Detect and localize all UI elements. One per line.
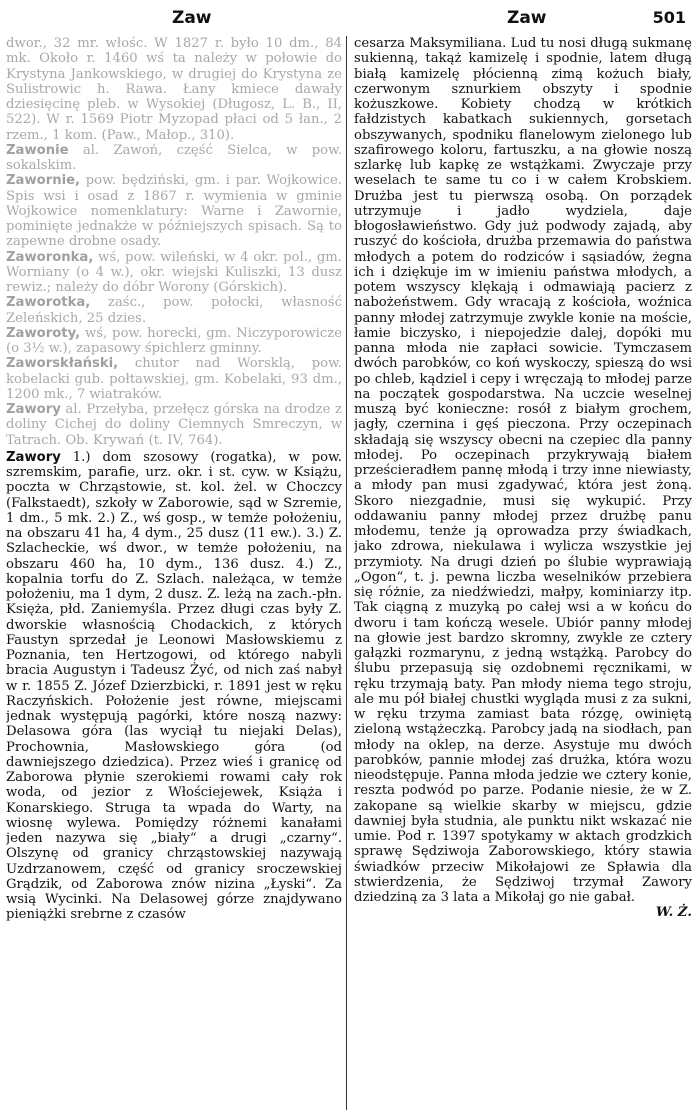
entry-body: 1.) dom szosowy (rogatka), w pow. szremskim, parafie, urz. okr. i st. cyw. w Książu, poczta w Chrząstowie, st. kol. żel. w Choczcy (Falkstaedt), szkoły w Zaborowie, sąd w Szremie, 1 dm., 5 mk. 2.) Z., wś gosp., w temże położeniu, na obszaru 41 ha, 4 dym., 25 dusz (11 ew.). 3.) Z. Szlacheckie, wś dwor., w temże położeniu, na obszaru 460 ha, 10 dym., 136 dusz. 4.) Z., kopalnia torfu do Z. Szlach. należąca, w temże położeniu, ma 1 dym, 2 dusz. Z. leżą na zach.-płn. Księża, płd. Zaniemyśla. Przez długi czas były Z. dworskie własnością Chodackich, z których Faustyn sprzedał je Leonowi Masłowskiemu z Poznania, ten Hertzogowi, od którego nabyli bracia Augustyn i Tadeusz Żyć, od nich zaś nabył w r. 1855 Z. Józef Dzierzbicki, r. 1891 jest w ręku Raczyńskich. Położenie jest równe, miejscami jednak występują pagórki, które noszą nazwy: Delasowa góra (las wyciął tu niejaki Delas), Prochownia, Masłowskiego góra (od dawniejszego dziedzica). Przez wieś i granicę od Zaborowa płynie szerokiemi rowami cały rok woda, od jezior z Włościejewek, Książa i Konarskiego. Struga ta wpada do Warty, na wiosnę wylewa. Pomiędzy różnemi kanałami jeden nazywa się „biały“ a drugi „czarny“. Olszynę od granicy chrząstowskiej nazywają Uzdrzanowem, część od granicy sroczewskiej Grądzik, od Zaborowa znów nizina „Łyski“. Za wsią Wycinki. Na Delasowej górze znajdywano pieniążki srebrne z czasów [6,449,342,923]
entry-dwor-continuation: dwor., 32 mr. włośc. W 1827 r. było 10 dm., 84 mk. Około r. 1460 wś ta należy w połowie do Krystyna Jankowskiego, w drugiej do Krystyna ze Sulistrowic h. Rawa. Łany kmiece dawały dziesięcinę pleb. w Wysokiej (Długosz, L. B., II, 522). W r. 1569 Piotr Myzopad płaci od 5 łan., 2 rzem., 1 kom. (Paw., Małop., 310). [6,36,342,143]
right-running-headword: Zaw [507,8,547,28]
headword: Zaworskłański, [6,356,119,372]
headword: Zawory [6,402,61,417]
left-running-headword: Zaw [172,8,212,28]
entry-zawory-przelyba: Zawory al. Przełyba, przełęcz górska na drodze z doliny Cichej do doliny Ciemnych Smreczyn, w Tatrach. Ob. Krywań (t. IV, 764). [6,402,342,448]
headword: Zawornie, [6,173,81,189]
entry-zawory-main [6,450,342,923]
faded-entries [6,36,342,448]
entry-zawonie: Zawonie al. Zawoń, część Sielca, w pow. sokalskim. [6,142,342,173]
left-column [6,36,342,1110]
entry-zaworotka: Zaworotka, zaśc., pow. połocki, własność Zeleńskich, 25 dzies. [6,295,342,326]
page-number: 501 [652,8,686,27]
entry-zaworonka: Zaworonka, wś, pow. wileński, w 4 okr. pol., gm. Worniany (o 4 w.), okr. wiejski Kuliszki, 13 dusz rewiz.; należy do dóbr Worony (Górskich). [6,249,342,295]
headword: Zaworoty, [6,325,81,341]
headword: Zaworotka, [6,295,91,311]
running-header [0,6,700,32]
author-signature: W. Ż. [655,905,692,921]
entry-zaworsklanski: Zaworskłański, chutor nad Worsklą, pow. kobelacki gub. połtawskiej, gm. Kobelaki, 93 dm., 1200 mk., 7 wiatraków. [6,356,342,402]
headword: Zaworonka, [6,249,94,265]
right-column [354,36,692,1110]
entry-zawory-continuation: cesarza Maksymiliana. Lud tu nosi długą sukmanę sukienną, takąż kamizelę i spodnie, latem długą białą kamizelę płócienną zimą kożuch biały, czerwonym sznurkiem obszyty i spodnie kożuszkowe. Kobiety chodzą w krótkich fałdzistych kabatkach sukiennych, gorsetach obszywanych, spodniku flanelowym zielonego lub szafirowego koloru, fartuszku, a na głowie noszą szlarkę lub kapkę ze wstążkami. Zwyczaje przy weselach te same tu co i w całem Krobskiem. Drużba jest tu pierwszą osobą. On porządek utrzymuje i jadło wydziela, daje błogosławieństwo. Gdy już podwody zajadą, aby ruszyć do kościoła, drużba przemawia do państwa młodych a potem do rodziców i sąsiadów, żegna ich i dziękuje im w imieniu państwa młodych, a potem wszyscy klękają i odmawiają pacierz z nabożeństwem. Gdy wracają z kościoła, woźnica panny młodej zatrzymuje zwykle konie na moście, łamie biczysko, i niepojedzie dalej, dopóki mu panna młoda nie zapłaci sowicie. Tymczasem dwóch parobków, co koń wyskoczy, spieszą do wsi po chleb, kądziel i cepy i wręczają to młodej parze na początek gospodarstwa. Na uczcie weselnej muszą być konieczne: rosół z białym grochem, jagły, czernina i gęś pieczona. Przy oczepinach składają się wszyscy obecni na czepiec dla panny młodej. Po oczepinach przykrywają białem prześcieradłem pannę młodą i trzy inne niewiasty, a młody pan musi zgadywać, która jest żoną. Skoro niezgadnie, musi się wykupić. Przy oddawaniu panny młodej przez drużbę panu młodemu, tenże ją oprowadza przy świadkach, jako zdrowa, niekulawa i wylicza wszystkie jej przymioty. Na drugi dzień po ślubie wyprawiają „Ogon“, t. j. pewna liczba weselników przebiera się różnie, za niedźwiedzi, małpy, kominiarzy itp. Tak ciągną z muzyką po całej wsi a w końcu do dworu i tam kończą wesele. Ubiór panny młodej na głowie jest bardzo skromny, zwykle ze cztery gałązki rozmarynu, z jedną wstążką. Parobcy do ślubu przepasują się ozdobnemi ręcznikami, w ręku trzymają baty. Pan młody niema tego stroju, ale mu pół białej chustki wygląda musi z za sukni, w ręku trzyma zamiast bata rózgę, owiniętą zieloną wstążeczką. Parobcy jadą na siodłach, pan młody na oklep, na derze. Asystuje mu dwóch parobków, pannie młodej zaś drużka, która wozu nieodstępuje. Panna młoda jedzie we cztery konie, reszta podwód po parze. Podanie niesie, że w Z. zakopane są wielkie skarby w miejscu, gdzie dawniej była studnia, ale punktu nikt wskazać nie umie. Pod r. 1397 spotykamy w aktach grodzkich sprawę Sędziwoja Zaborowskiego, który stawia świadków przeciw Mikołajowi ze Spławia dla stwierdzenia, że Sędziwoj trzymał Zawory dziedziną za 3 lata a Mikołaj go nie gabał. [354,36,692,905]
column-divider [346,36,347,1110]
headword: Zawory [6,449,61,465]
entry-zawornie: Zawornie, pow. będziński, gm. i par. Wojkowice. Spis wsi i osad z 1867 r. wymienia w gminie Wojkowice nomenklatury: Warne i Zawornie, pominięte jednakże w późniejszych spisach. Są to zapewne drobne osady. [6,173,342,250]
headword: Zawonie [6,142,69,158]
entry-zaworoty: Zaworoty, wś, pow. horecki, gm. Niczyporowicze (o 3½ w.), zapasowy śpichlerz gminny. [6,325,342,356]
